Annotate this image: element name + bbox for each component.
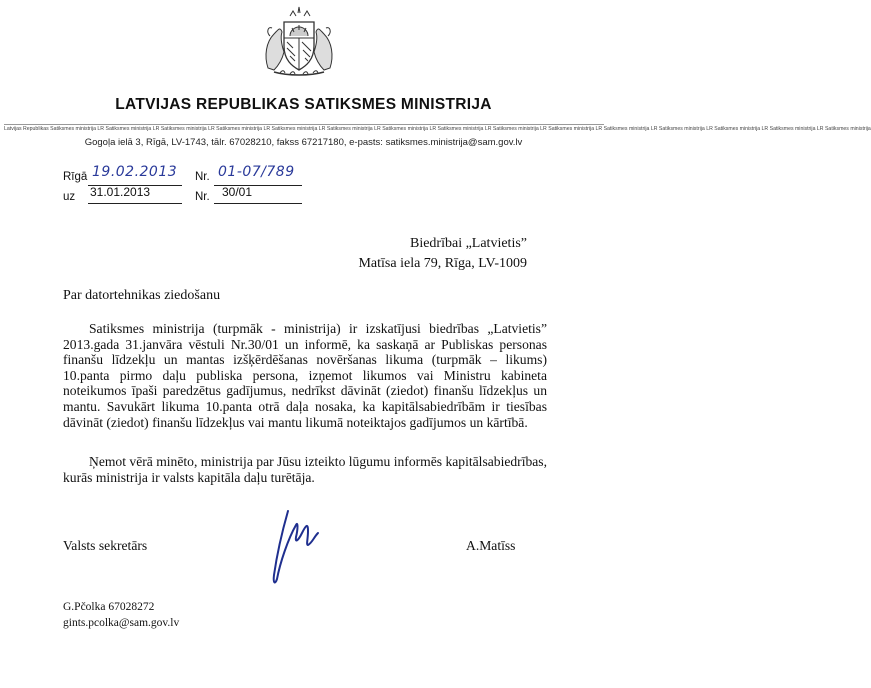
ref-date-line — [88, 203, 182, 204]
body-paragraph-2: Ņemot vērā minēto, ministrija par Jūsu izteikto lūgumu informēs kapitālsabiedrības, kurās ministrija ir valsts kapitāla daļu turētāja. — [63, 454, 547, 485]
contact-email: gints.pcolka@sam.gov.lv — [63, 617, 180, 629]
ref-nr-line — [214, 203, 302, 204]
contact-person: G.Pčolka 67028272 — [63, 601, 155, 613]
uz-label: uz — [63, 191, 76, 203]
ministry-rule-text: Latvijas Republikas Satiksmes ministrija LR Satiksmes ministrija LR Satiksmes ministrija LR Satiksmes ministrija LR Satiksmes ministrija LR Satiksmes ministrija LR Satiksmes ministrija LR Satiksmes ministrija LR Satiksmes ministrija LR Satiksmes ministrija LR Satiksmes ministrija LR Satiksmes ministrija LR Satiksmes ministrija LR Satiksmes ministrija LR Satiksmes ministrija — [4, 126, 871, 132]
ref-nr: 30/01 — [222, 185, 253, 199]
ref-date: 31.01.2013 — [90, 185, 151, 199]
contact-line: Gogoļa ielā 3, Rīgā, LV-1743, tālr. 67028210, fakss 67217180, e-pasts: satiksmes.ministrija@sam.gov.lv — [84, 137, 523, 148]
nr-label: Nr. — [195, 171, 210, 183]
addressee-address: Matīsa iela 79, Rīga, LV-1009 — [358, 256, 527, 271]
place-label: Rīgā — [63, 171, 88, 183]
date-handwritten: 19.02.2013 — [92, 164, 178, 180]
signer-position: Valsts sekretārs — [63, 538, 148, 553]
ministry-title: LATVIJAS REPUBLIKAS SATIKSMES MINISTRIJA — [115, 96, 492, 113]
addressee-name: Biedrībai „Latvietis” — [409, 236, 527, 251]
handwritten-signature — [262, 503, 332, 587]
letter-subject: Par datortehnikas ziedošanu — [63, 288, 221, 303]
nr-handwritten: 01-07/789 — [218, 164, 295, 180]
coat-of-arms-emblem — [260, 6, 338, 78]
nr-label-2: Nr. — [195, 191, 210, 203]
signer-name: A.Matīss — [466, 538, 516, 553]
body-paragraph-1: Satiksmes ministrija (turpmāk - ministrija) ir izskatījusi biedrības „Latvietis” 2013.gada 31.janvāra vēstuli Nr.30/01 un informē, ka saskaņā ar Publiskas personas finanšu līdzekļu un mantas izšķērdēšanas novēršanas likuma (turpmāk – likums) 10.panta pirmo daļu publiska persona, izņemot likumos vai Ministru kabineta noteikumos īpaši paredzētus gadījumus, nedrīkst dāvināt (ziedot) finanšu līdzekļus un mantu. Savukārt likuma 10.panta otrā daļa nosaka, ka kapitālsabiedrībām ir tiesības dāvināt (ziedot) finanšu līdzekļus vai mantu likumā noteiktajos gadījumos un kārtībā. — [63, 321, 547, 430]
